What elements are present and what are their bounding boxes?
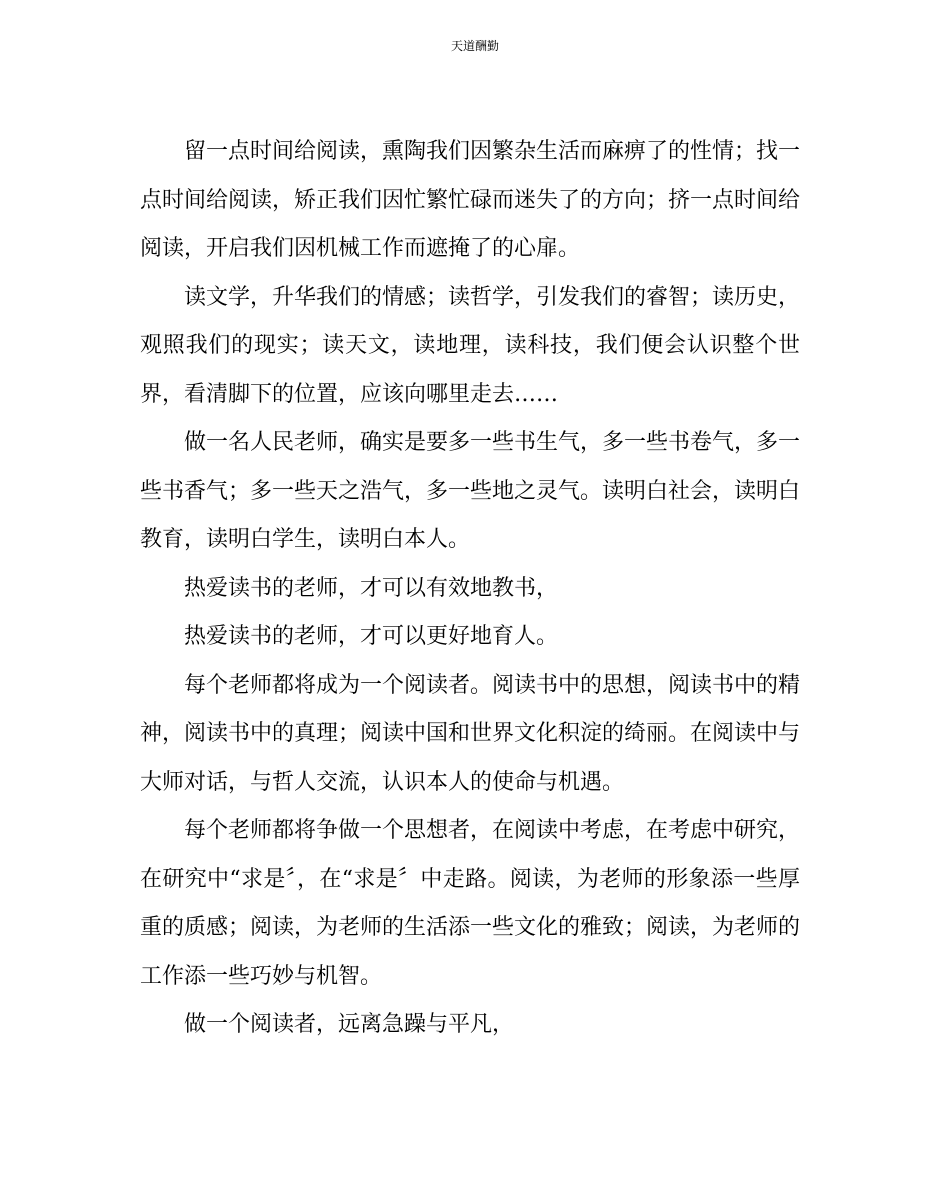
paragraph: 留一点时间给阅读，熏陶我们因繁杂生活而麻痹了的性情；找一点时间给阅读，矫正我们因忙繁忙碌而迷失了的方向；挤一点时间给阅读，开启我们因机械工作而遮掩了的心扉。	[140, 139, 801, 261]
paragraph: 读文学，升华我们的情感；读哲学，引发我们的睿智；读历史，观照我们的现实；读天文，读地理，读科技，我们便会认识整个世界，看清脚下的位置，应该向哪里走去……	[140, 284, 801, 407]
paragraph: 做一名人民老师，确实是要多一些书生气，多一些书卷气，多一些书香气；多一些天之浩气，多一些地之灵气。读明白社会，读明白教育，读明白学生，读明白本人。	[140, 430, 801, 552]
paragraph: 每个老师都将争做一个思想者，在阅读中考虑，在考虑中研究，在研究中“求是〞，在“求是〞中走路。阅读，为老师的形象添一些厚重的质感；阅读，为老师的生活添一些文化的雅致；阅读，为老师的工作添一些巧妙与机智。	[140, 818, 801, 989]
page-header: 天道酬勤	[450, 39, 499, 53]
paragraph: 做一个阅读者，远离急躁与平凡，	[184, 1012, 515, 1037]
paragraph: 热爱读书的老师，才可以有效地教书，	[184, 575, 559, 601]
paragraph: 每个老师都将成为一个阅读者。阅读书中的思想，阅读书中的精神，阅读书中的真理；阅读中国和世界文化积淀的绮丽。在阅读中与大师对话，与哲人交流，认识本人的使命与机遇。	[140, 672, 801, 795]
paragraph: 热爱读书的老师，才可以更好地育人。	[184, 624, 559, 649]
document-body	[140, 128, 800, 1050]
